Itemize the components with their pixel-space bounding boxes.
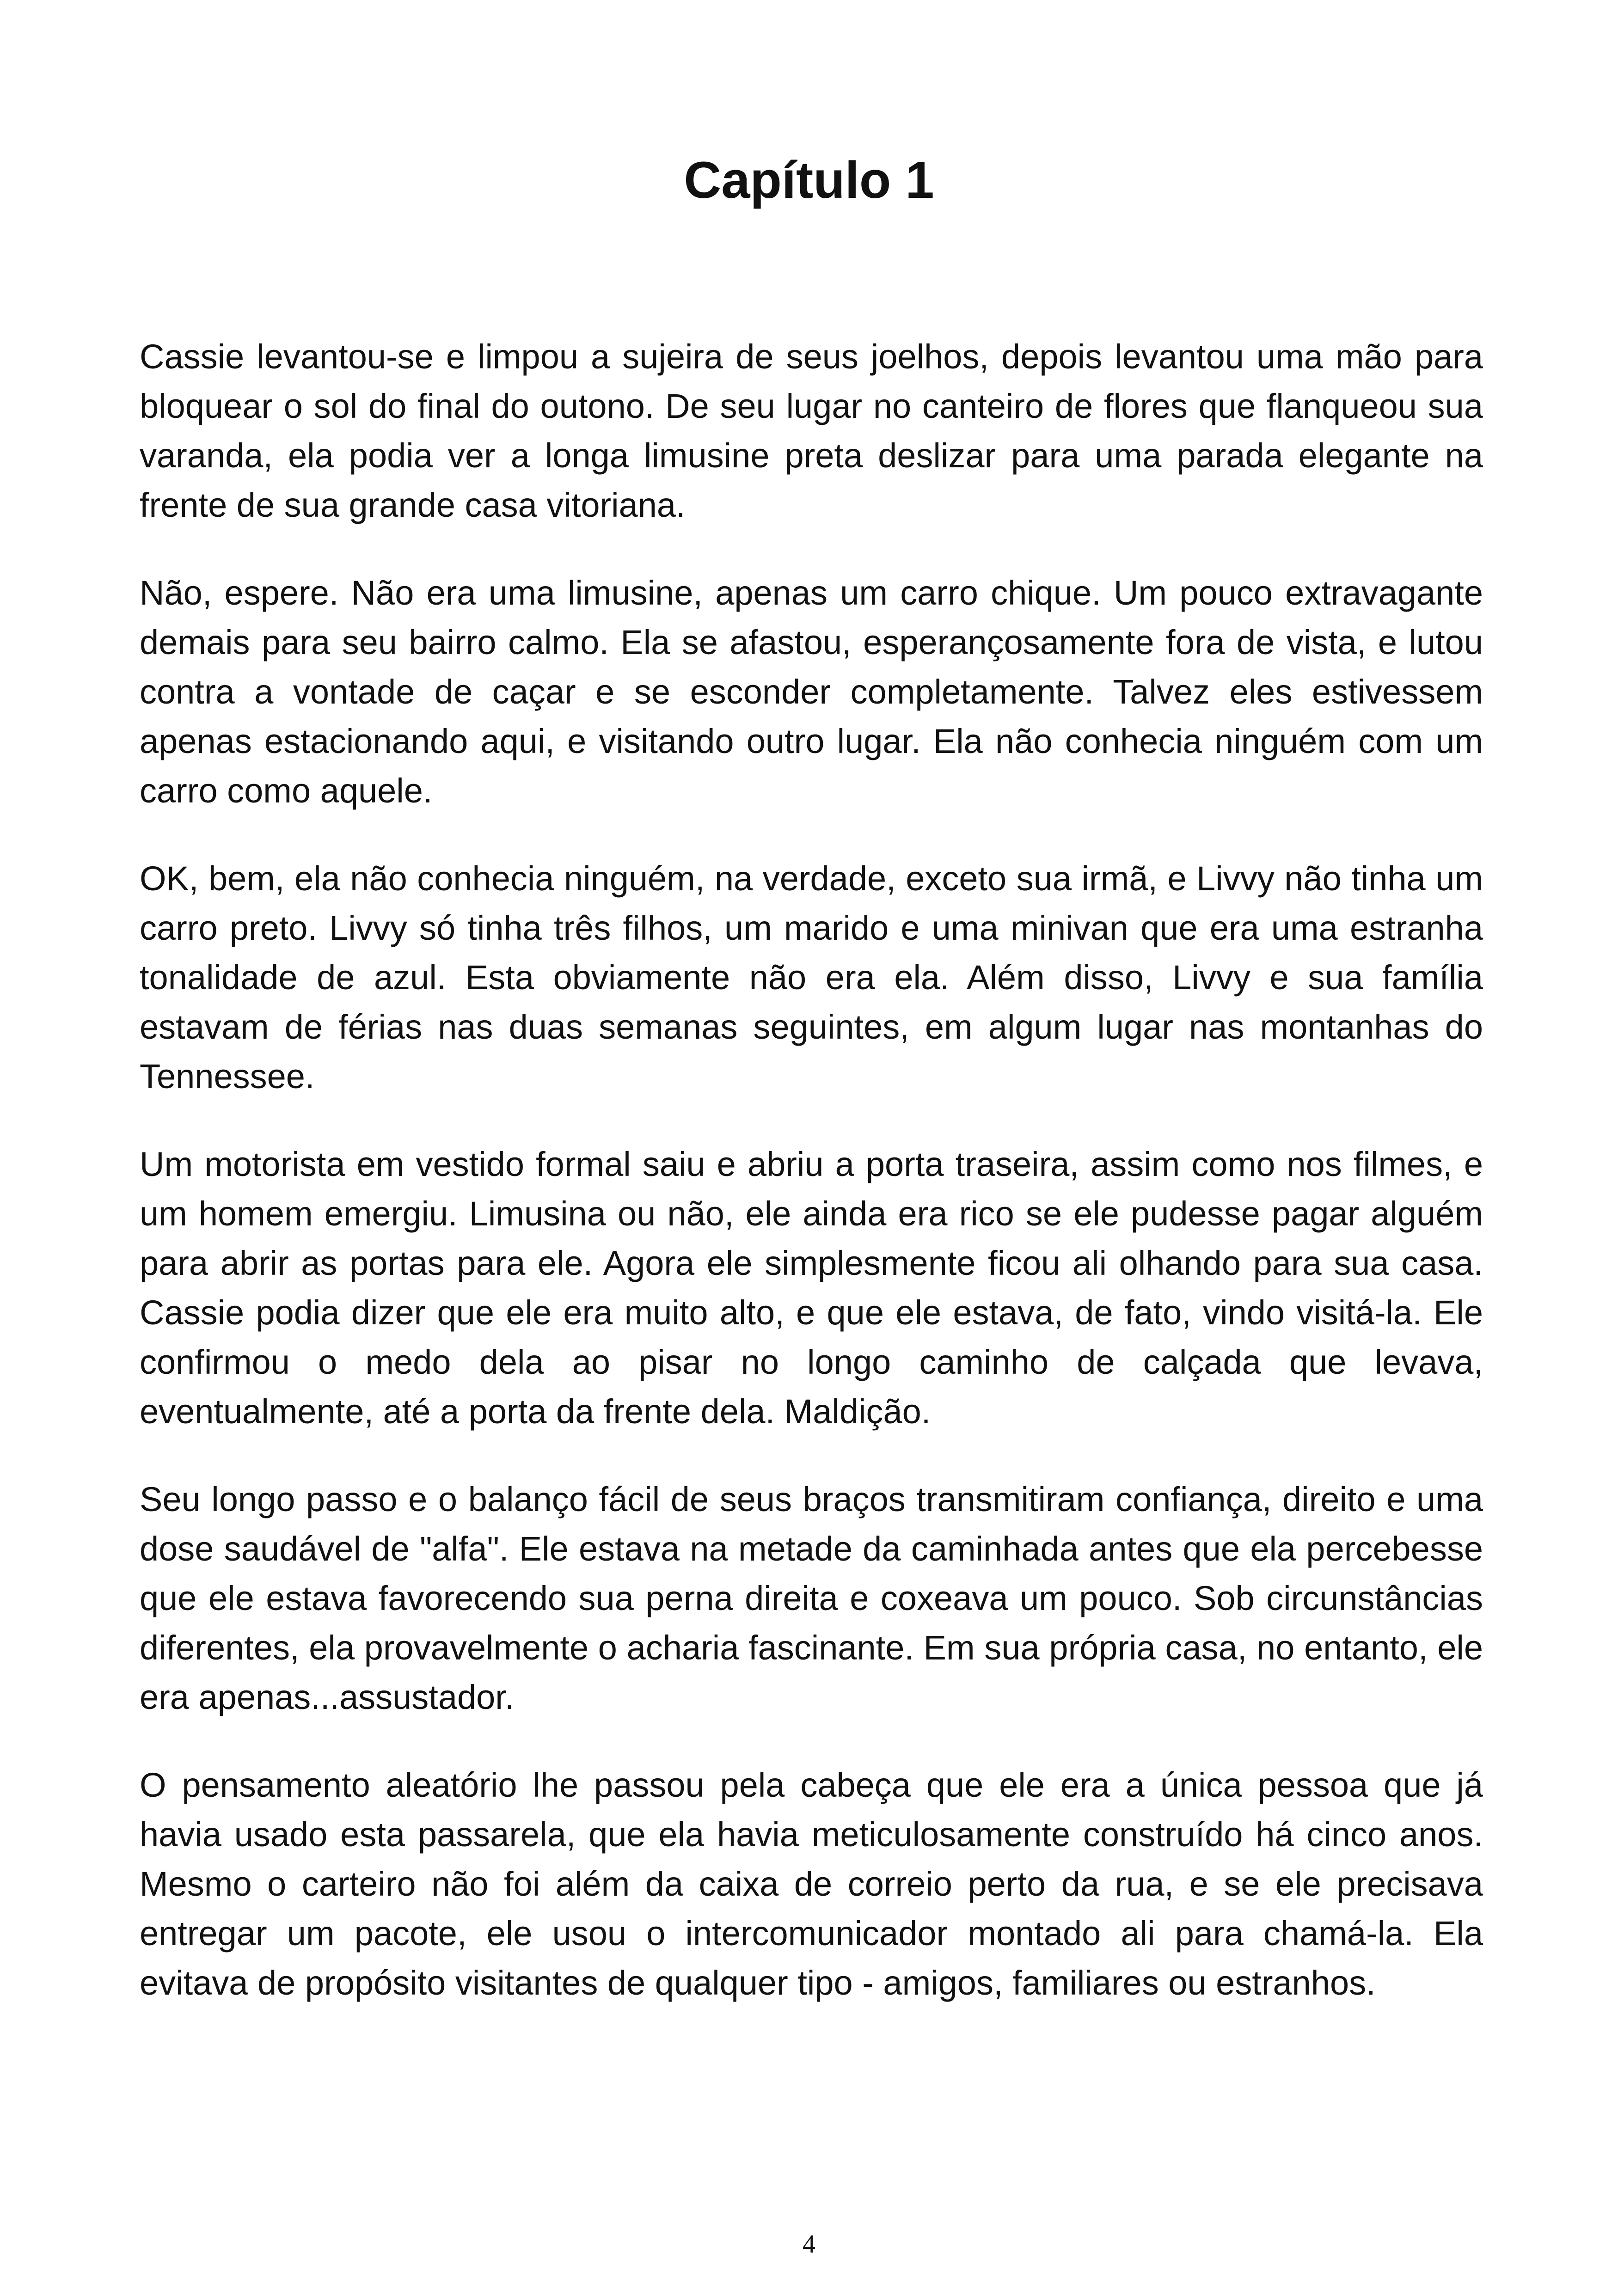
chapter-title: Capítulo 1 [684,151,934,209]
paragraph: Cassie levantou-se e limpou a sujeira de seus joelhos, depois levantou uma mão para bloquear o sol do final do outono. De seu lugar no canteiro de flores que flanqueou sua varanda, ela podia ver a longa limusine preta deslizar para uma parada elegante na frente de sua grande casa vitoriana. [140,337,1483,524]
chapter-body [140,332,1483,2046]
paragraph: OK, bem, ela não conhecia ninguém, na verdade, exceto sua irmã, e Livvy não tinha um carro preto. Livvy só tinha três filhos, um marido e uma minivan que era uma estranha tonalidade de azul. Esta obviamente não era ela. Além disso, Livvy e sua família estavam de férias nas duas semanas seguintes, em algum lugar nas montanhas do Tennessee. [140,859,1483,1096]
paragraph: Um motorista em vestido formal saiu e abriu a porta traseira, assim como nos filmes, e um homem emergiu. Limusina ou não, ele ainda era rico se ele pudesse pagar alguém para abrir as portas para ele. Agora ele simplesmente ficou ali olhando para sua casa. Cassie podia dizer que ele era muito alto, e que ele estava, de fato, vindo visitá-la. Ele confirmou o medo dela ao pisar no longo caminho de calçada que levava, eventualmente, até a porta da frente dela. Maldição. [140,1145,1483,1431]
paragraph: Não, espere. Não era uma limusine, apenas um carro chique. Um pouco extravagante demais para seu bairro calmo. Ela se afastou, esperançosamente fora de vista, e lutou contra a vontade de caçar e se esconder completamente. Talvez eles estivessem apenas estacionando aqui, e visitando outro lugar. Ela não conhecia ninguém com um carro como aquele. [140,574,1483,810]
paragraph: Seu longo passo e o balanço fácil de seus braços transmitiram confiança, direito e uma dose saudável de "alfa". Ele estava na metade da caminhada antes que ela percebesse que ele estava favorecendo sua perna direita e coxeava um pouco. Sob circunstâncias diferentes, ela provavelmente o acharia fascinante. Em sua própria casa, no entanto, ele era apenas...assustador. [140,1480,1483,1716]
page-number: 4 [803,2230,815,2259]
paragraph: O pensamento aleatório lhe passou pela cabeça que ele era a única pessoa que já havia usado esta passarela, que ela havia meticulosamente construído há cinco anos. Mesmo o carteiro não foi além da caixa de correio perto da rua, e se ele precisava entregar um pacote, ele usou o intercomunicador montado ali para chamá-la. Ela evitava de propósito visitantes de qualquer tipo - amigos, familiares ou estranhos. [140,1766,1483,2002]
